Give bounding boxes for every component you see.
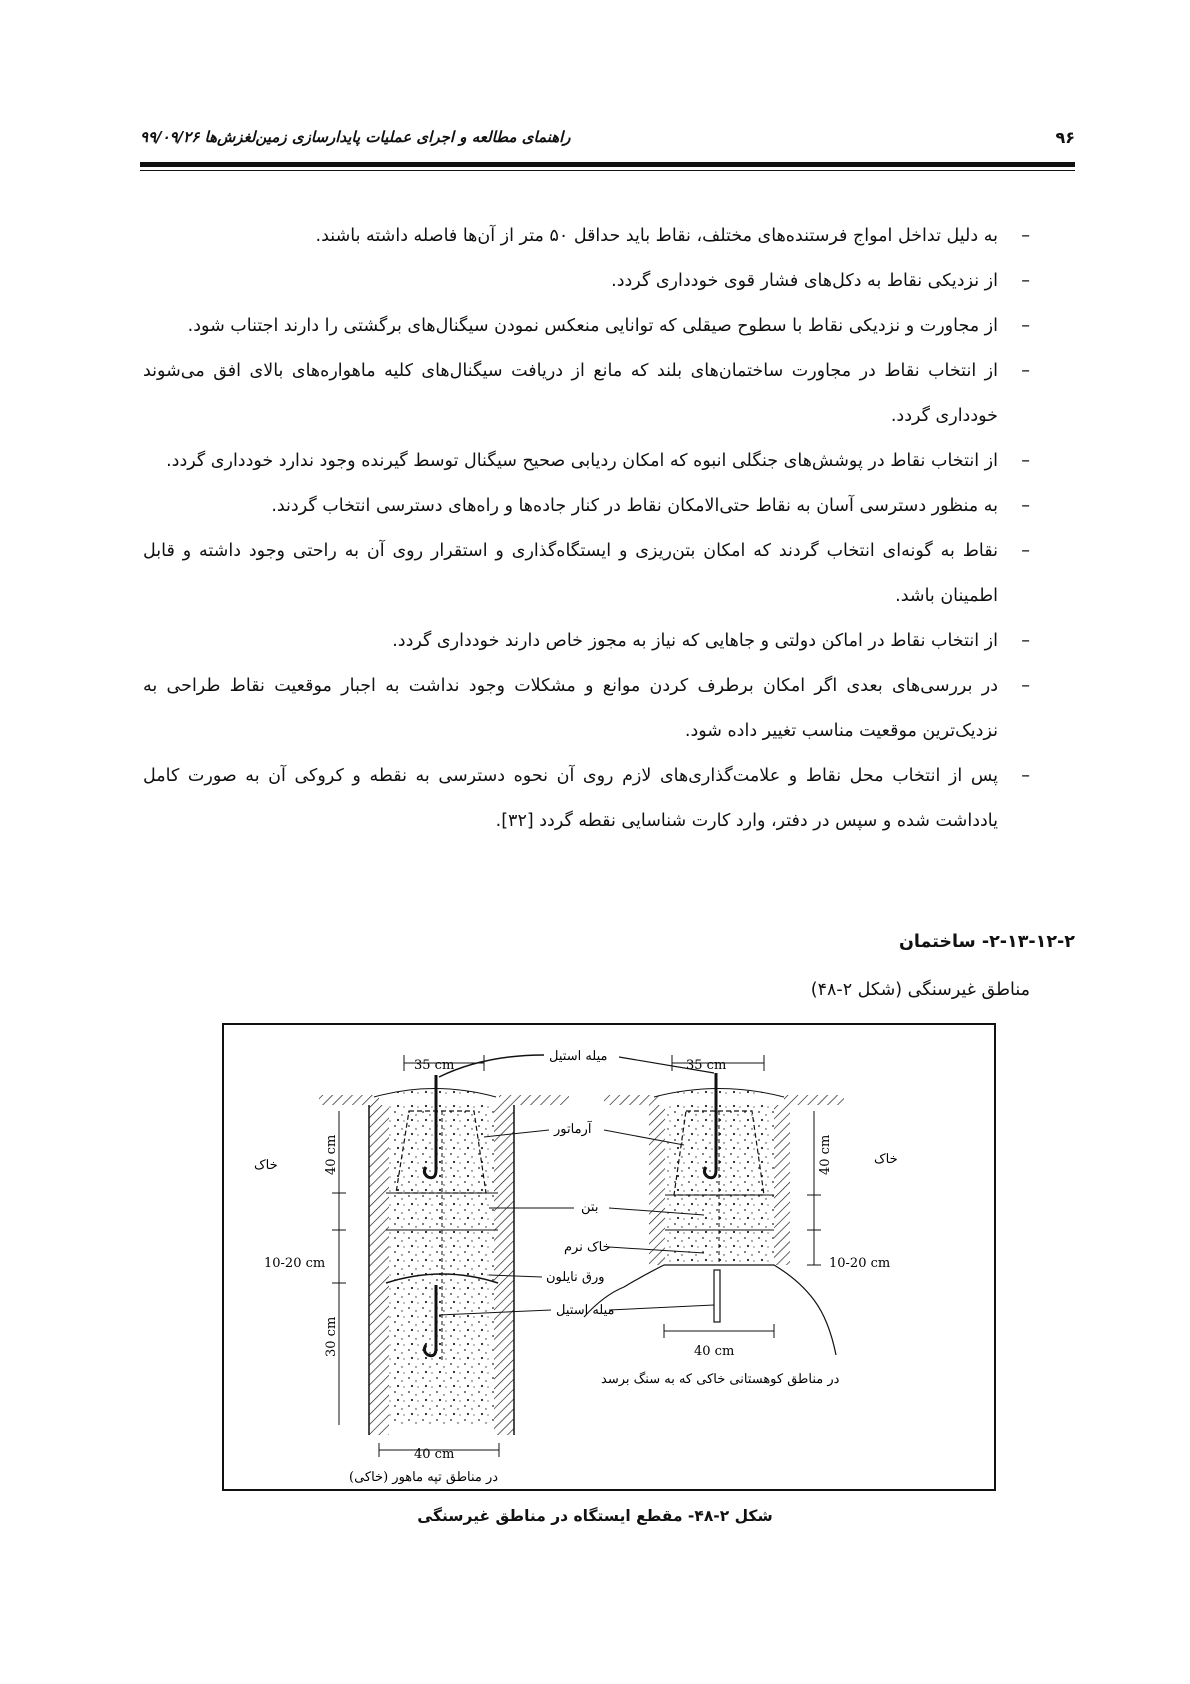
ground-hatch (319, 1095, 379, 1105)
label-steel-rod-bottom: میله استیل (556, 1303, 615, 1318)
page-number: ۹۶ (1055, 128, 1075, 147)
bullet-dash: – (1021, 361, 1030, 381)
rock-boundary (584, 1265, 836, 1355)
bullet-dash: – (1021, 631, 1030, 651)
dim-1020-right: 10-20 cm (829, 1256, 891, 1271)
label-concrete: بتن (581, 1200, 599, 1215)
ground-hatch (499, 1095, 569, 1105)
dim-40-bottom-right: 40 cm (694, 1344, 735, 1359)
label-nylon-sheet: ورق نایلون (546, 1270, 605, 1285)
dim-1020-left: 10-20 cm (264, 1256, 326, 1271)
section-subheading: مناطق غیرسنگی (شکل ۲-۴۸) (810, 980, 1030, 1000)
bullet-text: از مجاورت و نزدیکی نقاط با سطوح صیقلی که توانایی منعکس نمودن سیگنال‌های برگشتی را دارند اجتناب شود. (187, 316, 998, 336)
label-rebar: آرماتور (554, 1122, 592, 1137)
bullet-item (143, 754, 1030, 844)
figure-caption: شکل ۲-۴۸- مقطع ایستگاه در مناطق غیرسنگی (417, 1507, 773, 1525)
bullet-dash: – (1021, 766, 1030, 786)
steel-rod-bottom (714, 1270, 720, 1322)
label-steel-rod-top: میله استیل (549, 1049, 608, 1064)
borehole-wall (649, 1105, 665, 1265)
bullet-dash: – (1021, 541, 1030, 561)
dim-40-left: 40 cm (324, 1134, 339, 1175)
bullet-list (143, 214, 1030, 844)
bullet-item (143, 439, 1030, 484)
bullet-item (143, 484, 1030, 529)
bullet-item (143, 529, 1030, 619)
ground-hatch (604, 1095, 659, 1105)
bullet-item (143, 349, 1030, 439)
dim-35-left: 35 cm (414, 1058, 455, 1073)
bullet-dash: – (1021, 451, 1030, 471)
bullet-text: از انتخاب نقاط در اماکن دولتی و جاهایی که نیاز به مجوز خاص دارند خودداری گردد. (392, 631, 998, 651)
dim-40-bottom-left: 40 cm (414, 1447, 455, 1462)
bullet-text: به منظور دسترسی آسان به نقاط حتی‌الامکان نقاط در کنار جاده‌ها و راه‌های دسترسی انتخاب گردند. (271, 496, 998, 516)
bullet-item (143, 304, 1030, 349)
page-header (140, 128, 1075, 152)
bullet-dash: – (1021, 271, 1030, 291)
section-heading: ۲-۱۳-۱۲-۲- ساختمان (898, 932, 1075, 952)
header-rule-thick (140, 162, 1075, 167)
right-borehole (584, 1055, 898, 1387)
bullet-dash: – (1021, 316, 1030, 336)
bullet-item (143, 619, 1030, 664)
bullet-text: از انتخاب نقاط در مجاورت ساختمان‌های بلند که مانع از دریافت سیگنال‌های کلیه ماهواره‌های بالای افق می‌شوند خودداری گردد. (143, 361, 998, 426)
bullet-text: از انتخاب نقاط در پوشش‌های جنگلی انبوه که امکان ردیابی صحیح سیگنال توسط گیرنده وجود ندارد خودداری گردد. (166, 451, 998, 471)
bullet-item (143, 664, 1030, 754)
borehole-wall (494, 1105, 514, 1435)
dim-30: 30 cm (324, 1316, 339, 1357)
soil-label-left: خاک (254, 1158, 278, 1173)
bullet-text: از نزدیکی نقاط به دکل‌های فشار قوی خودداری گردد. (611, 271, 998, 291)
bullet-dash: – (1021, 226, 1030, 246)
bullet-item (143, 214, 1030, 259)
bullet-dash: – (1021, 676, 1030, 696)
label-soft-soil: خاک نرم (564, 1240, 611, 1255)
bullet-item (143, 259, 1030, 304)
figure-frame (222, 1023, 996, 1491)
soil-label-right: خاک (874, 1152, 898, 1167)
bullet-text: پس از انتخاب محل نقاط و علامت‌گذاری‌های لازم روی آن نحوه دسترسی به نقطه و کروکی آن به صورت کامل یادداشت شده و سپس در دفتر، وارد کارت شناسایی نقطه گردد [۳۲]. (143, 766, 998, 831)
bullet-text: در بررسی‌های بعدی اگر امکان برطرف کردن موانع و مشکلات وجود نداشت به اجبار موقعیت نقاط طراحی به نزدیک‌ترین موقعیت مناسب تغییر داده شود. (143, 676, 998, 741)
caption-left: در مناطق تپه ماهور (خاکی) (349, 1470, 499, 1485)
ground-hatch (784, 1095, 844, 1105)
borehole-wall (774, 1105, 790, 1265)
left-borehole (254, 1055, 569, 1485)
station-section-diagram (224, 1025, 994, 1489)
bullet-dash: – (1021, 496, 1030, 516)
header-rule-thin (140, 170, 1075, 171)
borehole-wall (369, 1105, 389, 1435)
dim-40-right: 40 cm (818, 1134, 833, 1175)
bullet-text: به دلیل تداخل امواج فرستنده‌های مختلف، نقاط باید حداقل ۵۰ متر از آن‌ها فاصله داشته باشند. (315, 226, 998, 246)
caption-right: در مناطق کوهستانی خاکی که به سنگ برسد (601, 1372, 840, 1387)
dim-35-right: 35 cm (686, 1058, 727, 1073)
bullet-text: نقاط به گونه‌ای انتخاب گردند که امکان بتن‌ریزی و ایستگاه‌گذاری و استقرار روی آن به راحتی وجود داشته و قابل اطمینان باشد. (143, 541, 998, 606)
header-title: راهنمای مطالعه و اجرای عملیات پایدارسازی زمین‌لغزش‌ها ۹۹/۰۹/۲۶ (140, 128, 571, 146)
